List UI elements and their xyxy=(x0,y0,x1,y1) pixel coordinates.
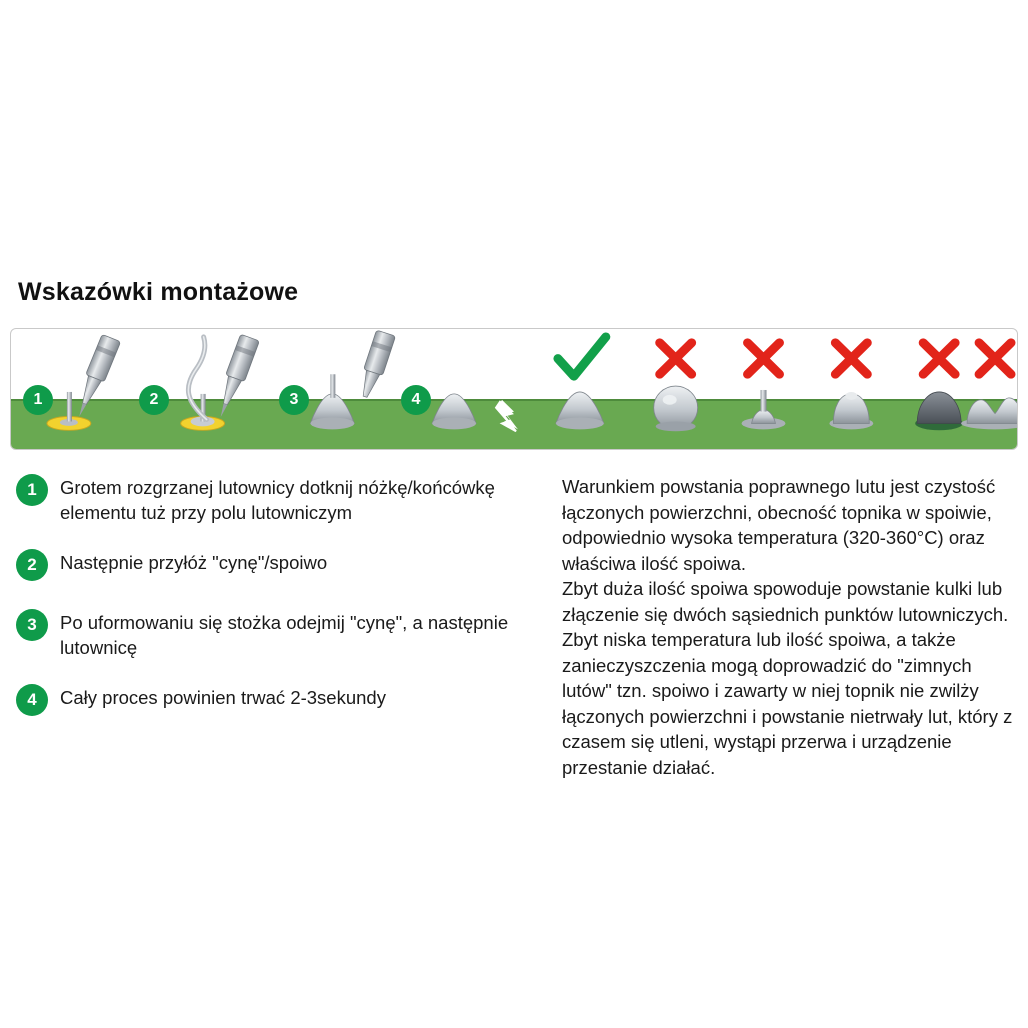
step-number-badge: 1 xyxy=(16,474,48,506)
band-step-marker-4: 4 xyxy=(401,385,431,415)
cross-mark-icon xyxy=(660,343,692,374)
band-step-marker-2: 2 xyxy=(139,385,169,415)
page-title: Wskazówki montażowe xyxy=(18,278,299,306)
bad-joint-ball xyxy=(654,386,698,431)
step-text: Po uformowaniu się stożka odejmij "cynę", a następnie lutownicę xyxy=(60,612,509,658)
step-number-badge: 3 xyxy=(16,609,48,641)
cross-mark-icon xyxy=(923,343,955,374)
step2-illustration xyxy=(181,334,260,430)
step-number-badge: 2 xyxy=(16,549,48,581)
list-item xyxy=(12,547,542,585)
bad-joint-cold xyxy=(915,392,963,430)
list-item xyxy=(12,607,542,660)
good-joint-illustration xyxy=(556,392,604,429)
step1-illustration xyxy=(47,334,121,430)
note-paragraph-1: Warunkiem powstania poprawnego lutu jest czystość łączonych powierzchni, obecność topnika w spoiwie, odpowiednio wysoka temperatura (320-360°C) oraz właściwa ilość spoiwa. xyxy=(562,476,996,574)
step4-illustration xyxy=(432,394,476,429)
list-item xyxy=(12,682,542,720)
notes-column xyxy=(562,474,1014,780)
cross-mark-icon xyxy=(979,343,1011,374)
illustration-band xyxy=(10,328,1018,450)
bad-joint-bulbous xyxy=(829,392,873,429)
separator-jag xyxy=(496,400,518,431)
bad-joint-bridge xyxy=(961,398,1017,429)
step3-illustration xyxy=(310,330,395,429)
step-number-badge: 4 xyxy=(16,684,48,716)
cross-mark-icon xyxy=(835,343,867,374)
bad-joint-insufficient xyxy=(742,390,786,429)
cross-mark-icon xyxy=(748,343,780,374)
steps-list xyxy=(12,472,542,734)
step-text: Cały proces powinien trwać 2-3sekundy xyxy=(60,687,386,708)
note-paragraph-2: Zbyt duża ilość spoiwa spowoduje powstanie kulki lub złączenie się dwóch sąsiednich punktów lutowniczych. xyxy=(562,578,1009,625)
band-step-marker-3: 3 xyxy=(279,385,309,415)
step-text: Następnie przyłóż "cynę"/spoiwo xyxy=(60,552,328,573)
step-text: Grotem rozgrzanej lutownicy dotknij nóżkę/końcówkę elementu tuż przy polu lutowniczym xyxy=(60,477,495,523)
band-step-marker-1: 1 xyxy=(23,385,53,415)
list-item xyxy=(12,472,542,525)
check-mark-icon xyxy=(558,337,606,376)
note-paragraph-3: Zbyt niska temperatura lub ilość spoiwa, a także zanieczyszczenia mogą doprowadzić do "zimnych lutów" tzn. spoiwo i zawarty w niej topnik nie zwilży łączonych powierzchni i powstanie nietrwały lut, który z czasem się utleni, wystąpi przerwa i urządzenie przestanie działać. xyxy=(562,629,1013,778)
